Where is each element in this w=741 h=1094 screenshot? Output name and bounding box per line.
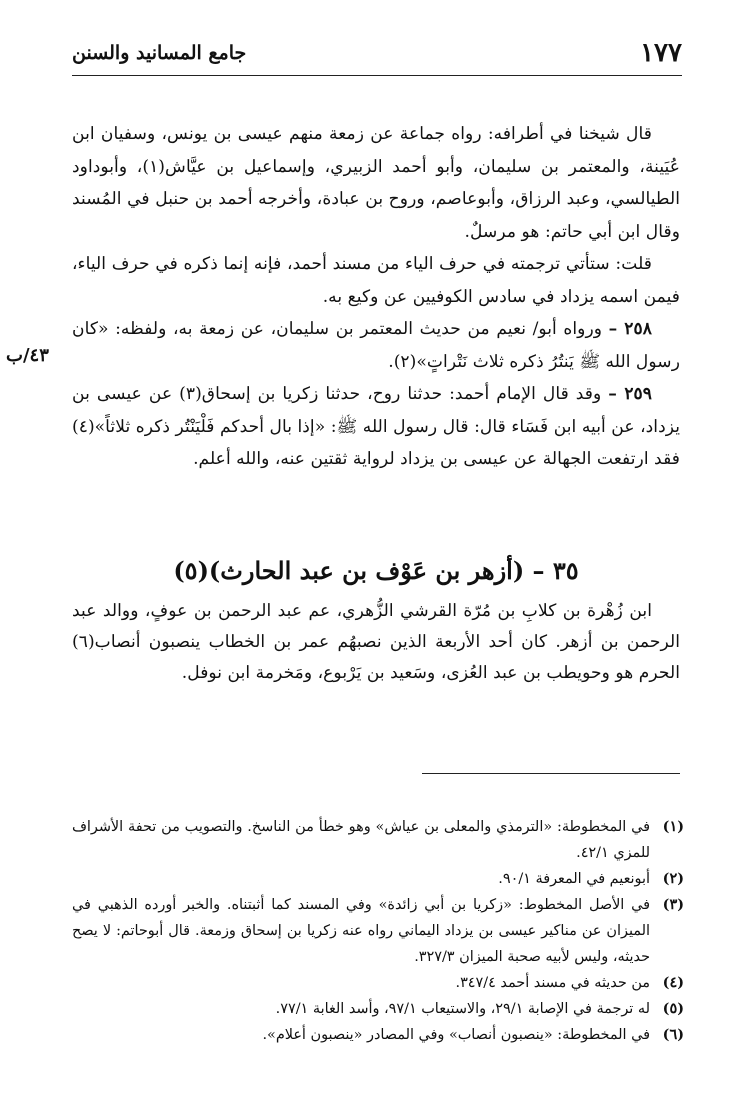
hadith-text: ورواه أبو/ نعيم من حديث المعتمر بن سليمان، عن زمعة به، ولفظه: «كان رسول الله ﷺ يَنتُرُ ذكره ثلاث نَتْراتٍ»(٢). [72,319,680,372]
section-heading: ٣٥ – (أزهر بن عَوْف بن عبد الحارث)(٥) [173,556,579,585]
footnote-number: (٢) [662,870,684,887]
footnote [72,970,684,996]
main-text [72,118,680,476]
footnote-text: أبونعيم في المعرفة ٩٠/١. [498,871,650,887]
section-text [72,596,680,689]
footnote-text: في المخطوطة: «ينصبون أنصاب» وفي المصادر «ينصبون أعلام». [262,1027,650,1043]
footnote [72,1022,684,1048]
page-header [72,38,682,76]
footnote-number: (٤) [662,974,684,991]
paragraph-atraf: قال شيخنا في أطرافه: رواه جماعة عن زمعة منهم عيسى بن يونس، وسفيان ابن عُيَينة، والمعتمر بن سليمان، وأبو أحمد الزبيري، وإسماعيل بن عيَّاش(١)، وأبوداود الطيالسي، وعبد الرزاق، وأبوعاصم، وروح بن عبادة، وأخرجه أحمد بن حنبل في المُسند وقال ابن أبي حاتم: هو مرسلٌ. [72,124,680,242]
margin-folio-note: ٤٣/ب [6,345,49,366]
footnote-number: (٣) [662,896,684,913]
header-rule [72,75,682,76]
footnote [72,996,684,1022]
section-paragraph: ابن زُهْرة بن كلابِ بن مُرّة القرشي الزُّهري، عم عبد الرحمن بن عوفٍ، ووالد عبد الرحمن بن أزهر. كان أحد الأربعة الذين نصبهُم عمر بن الخطاب ينصبون أنصاب(٦) الحرم هو وحويطب بن عبد العُزى، وسَعيد بن يَرْبوع، ومَخرمة ابن نوفل. [72,601,680,683]
footnotes [72,814,684,1048]
paragraph-qultu: قلت: ستأتي ترجمته في حرف الياء من مسند أحمد، فإنه إنما ذكره في حرف الياء، فيمن اسمه يزداد في سادس الكوفيين عن وكيع به. [72,254,680,307]
hadith-number: ٢٥٨ – [608,319,652,339]
footnote-number: (٥) [662,1000,684,1017]
hadith-number: ٢٥٩ – [608,384,653,404]
footnote-text: في الأصل المخطوط: «زكريا بن أبي زائدة» وفي المسند كما أثبتناه. والخبر أورده الذهبي في الميزان عن مناكير عيسى بن يزداد اليماني رواه عنه زكريا بن إسحاق وزمعة. قال أبوحاتم: لا يصح حديثه، وليس لأبيه صحبة الميزان ٣٢٧/٣. [72,897,650,965]
footnote [72,866,684,892]
footnote-text: له ترجمة في الإصابة ٢٩/١، والاستيعاب ٩٧/١، وأسد الغابة ٧٧/١. [275,1001,650,1017]
footnote-number: (١) [662,818,684,835]
footnote [72,814,684,866]
running-title: جامع المسانيد والسنن [72,42,247,64]
footnote-text: في المخطوطة: «الترمذي والمعلى بن عياش» وهو خطأ من الناسخ. والتصويب من تحفة الأشراف للمزي ٤٢/١. [72,819,650,861]
footnote [72,892,684,970]
page-number: ١٧٧ [640,38,682,68]
footnote-text: من حديثه في مسند أحمد ٣٤٧/٤. [455,975,650,991]
hadith-259 [72,378,680,476]
hadith-258 [72,313,680,378]
footnote-separator [422,773,680,774]
hadith-text: وقد قال الإمام أحمد: حدثنا روح، حدثنا زكريا بن إسحاق(٣) عن عيسى بن يزداد، عن أبيه ابن فَسَاء قال: قال رسول الله ﷺ: «إذا بال أحدكم فَلْيَنْتُر ذكره ثلاثاً»(٤) فقد ارتفعت الجهالة عن عيسى بن يزداد لرواية ثقتين عنه، والله أعلم. [72,384,680,469]
footnote-number: (٦) [662,1026,684,1043]
